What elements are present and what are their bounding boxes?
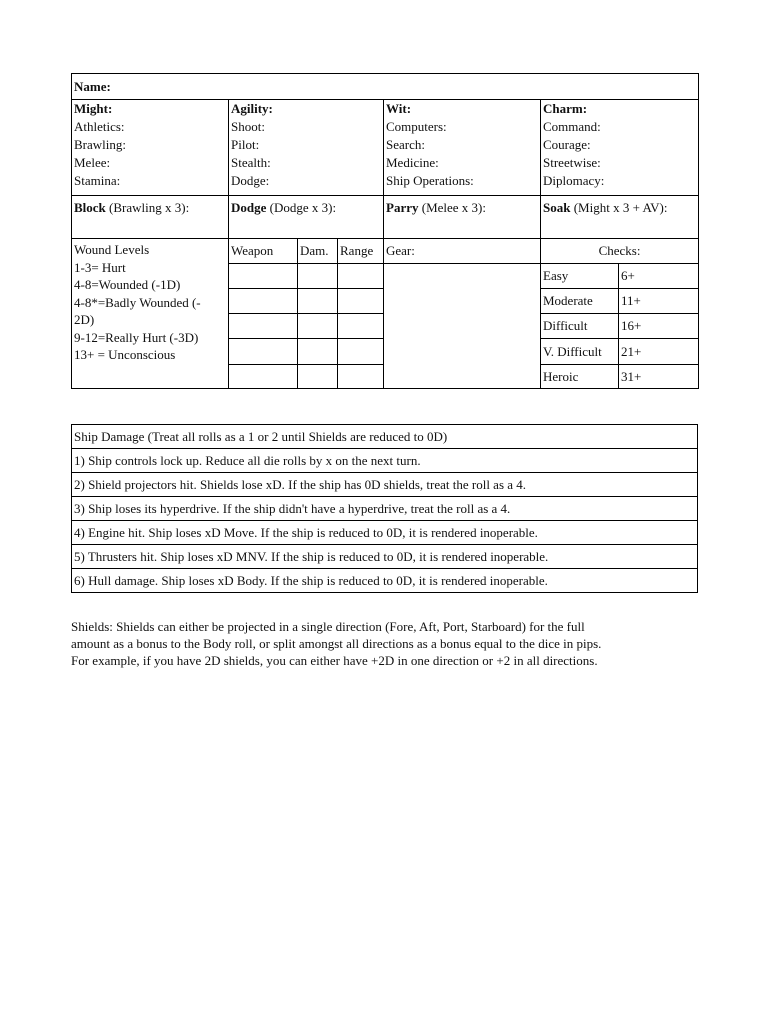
ship-damage-row: 4) Engine hit. Ship loses xD Move. If the ship is reduced to 0D, it is rendered inoperable.	[72, 521, 698, 545]
defense-label: Parry	[386, 200, 419, 215]
check-value: 21+	[619, 339, 699, 365]
skill-label: Stamina:	[74, 173, 121, 188]
attribute-title: Wit:	[386, 101, 412, 116]
range-header: Range	[338, 239, 384, 264]
skill-label: Dodge:	[231, 173, 270, 188]
shields-note-line: amount as a bonus to the Body roll, or split amongst all directions as a bonus equal to the dice in pips.	[71, 636, 602, 651]
defense-formula: (Brawling x 3):	[105, 200, 190, 215]
skill-label: Search:	[386, 137, 425, 152]
range-cell[interactable]	[338, 264, 384, 289]
check-value: 11+	[619, 289, 699, 314]
ship-damage-header: Ship Damage (Treat all rolls as a 1 or 2 until Shields are reduced to 0D)	[72, 425, 698, 449]
weapon-cell[interactable]	[229, 289, 298, 314]
character-sheet-table	[71, 73, 699, 389]
wound-level: 4-8*=Badly Wounded (-	[74, 294, 201, 310]
defense-label: Dodge	[231, 200, 267, 215]
check-value: 31+	[619, 365, 699, 389]
check-value: 6+	[619, 264, 699, 289]
ship-damage-row: 3) Ship loses its hyperdrive. If the ship didn't have a hyperdrive, treat the roll as a 4.	[72, 497, 698, 521]
wound-levels-title: Wound Levels	[74, 242, 150, 257]
defense-label: Soak	[543, 200, 571, 215]
attribute-title: Might:	[74, 101, 113, 116]
attribute-wit	[384, 100, 541, 196]
skill-label: Pilot:	[231, 137, 260, 152]
range-cell[interactable]	[338, 339, 384, 365]
skill-label: Athletics:	[74, 119, 125, 134]
skill-label: Computers:	[386, 119, 447, 134]
damage-cell[interactable]	[298, 314, 338, 339]
range-cell[interactable]	[338, 314, 384, 339]
ship-damage-row: 5) Thrusters hit. Ship loses xD MNV. If the ship is reduced to 0D, it is rendered inoperable.	[72, 545, 698, 569]
wound-level: 9-12=Really Hurt (-3D)	[74, 329, 199, 345]
skill-label: Brawling:	[74, 137, 126, 152]
weapon-cell[interactable]	[229, 264, 298, 289]
attribute-charm	[541, 100, 699, 196]
shields-note-line: Shields: Shields can either be projected in a single direction (Fore, Aft, Port, Starboard) for the full	[71, 619, 585, 634]
damage-header: Dam.	[298, 239, 338, 264]
check-label: Heroic	[541, 365, 619, 389]
defense-formula: (Dodge x 3):	[266, 200, 337, 215]
wound-levels	[72, 239, 229, 389]
weapon-cell[interactable]	[229, 365, 298, 389]
weapon-cell[interactable]	[229, 314, 298, 339]
check-label: Easy	[541, 264, 619, 289]
dodge-defense[interactable]	[229, 196, 384, 239]
attribute-title: Agility:	[231, 101, 273, 116]
defense-label: Block	[74, 200, 106, 215]
defense-formula: (Melee x 3):	[418, 200, 486, 215]
damage-cell[interactable]	[298, 365, 338, 389]
skill-label: Command:	[543, 119, 601, 134]
range-cell[interactable]	[338, 365, 384, 389]
damage-cell[interactable]	[298, 264, 338, 289]
gear-cell[interactable]	[384, 264, 541, 389]
check-label: Moderate	[541, 289, 619, 314]
damage-cell[interactable]	[298, 289, 338, 314]
parry-defense[interactable]	[384, 196, 541, 239]
check-label: Difficult	[541, 314, 619, 339]
range-cell[interactable]	[338, 289, 384, 314]
checks-header: Checks:	[541, 239, 699, 264]
skill-label: Shoot:	[231, 119, 265, 134]
skill-label: Medicine:	[386, 155, 439, 170]
attribute-might	[72, 100, 229, 196]
attribute-agility	[229, 100, 384, 196]
shields-note-line: For example, if you have 2D shields, you can either have +2D in one direction or +2 in all directions.	[71, 653, 598, 668]
name-field-label[interactable]: Name:	[72, 74, 699, 100]
gear-header: Gear:	[384, 239, 541, 264]
skill-label: Diplomacy:	[543, 173, 605, 188]
skill-label: Melee:	[74, 155, 111, 170]
shields-note	[71, 618, 701, 669]
block-defense[interactable]	[72, 196, 229, 239]
soak-defense[interactable]	[541, 196, 699, 239]
ship-damage-row: 2) Shield projectors hit. Shields lose xD. If the ship has 0D shields, treat the roll as a 4.	[72, 473, 698, 497]
wound-level: 4-8=Wounded (-1D)	[74, 277, 181, 292]
weapon-header: Weapon	[229, 239, 298, 264]
skill-label: Stealth:	[231, 155, 271, 170]
damage-cell[interactable]	[298, 339, 338, 365]
check-value: 16+	[619, 314, 699, 339]
ship-damage-row: 6) Hull damage. Ship loses xD Body. If the ship is reduced to 0D, it is rendered inoperable.	[72, 569, 698, 593]
skill-label: Ship Operations:	[386, 173, 474, 188]
defense-formula: (Might x 3 + AV):	[570, 200, 668, 215]
weapon-cell[interactable]	[229, 339, 298, 365]
wound-level: 1-3= Hurt	[74, 259, 126, 275]
skill-label: Courage:	[543, 137, 591, 152]
wound-level: 13+ = Unconscious	[74, 347, 176, 362]
attribute-title: Charm:	[543, 101, 588, 116]
check-label: V. Difficult	[541, 339, 619, 365]
skill-label: Streetwise:	[543, 155, 601, 170]
wound-level: 2D)	[74, 312, 95, 327]
ship-damage-table	[71, 424, 698, 593]
ship-damage-row: 1) Ship controls lock up. Reduce all die rolls by x on the next turn.	[72, 449, 698, 473]
